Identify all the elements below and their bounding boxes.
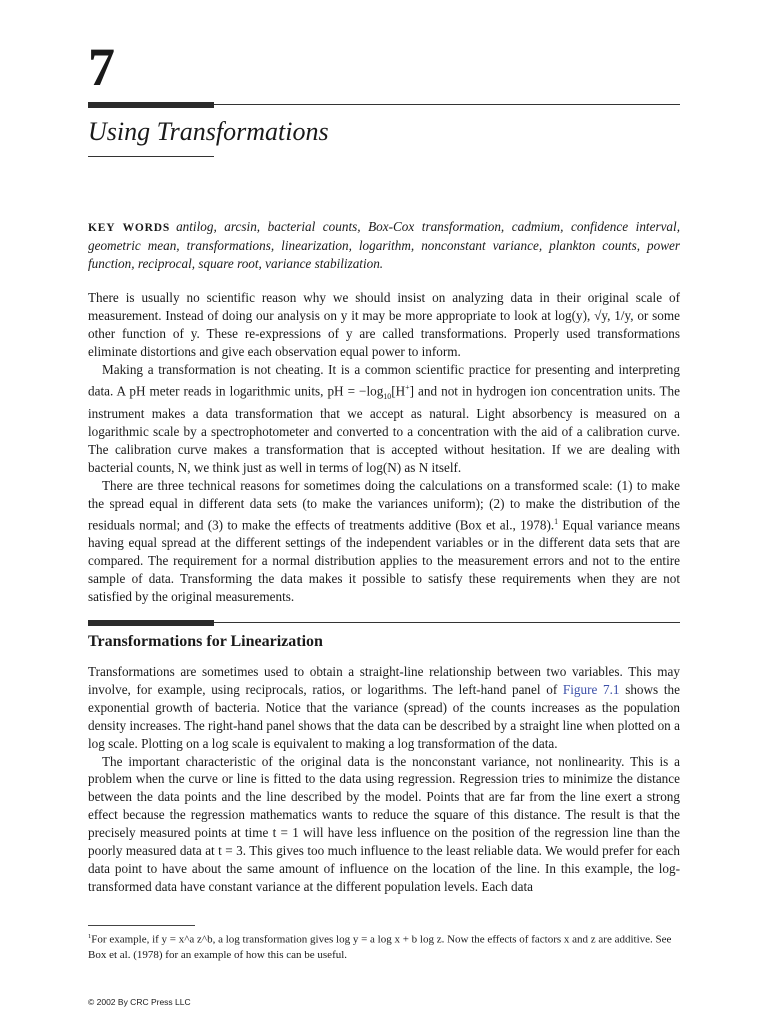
- paragraph: Transformations are sometimes used to obtain a straight-line relationship between two variables. This may involve, for example, using reciprocals, ratios, or logarithms. The left-hand panel of Figure 7.1 shows the exponential growth of bacteria. Notice that the variance (spread) of the counts increases as the population density increases. The right-hand panel shows that the data can be described by a straight line when plotted on a log scale. Plotting on a log scale is equivalent to making a log transformation of the data.: [88, 664, 680, 751]
- keywords-text: antilog, arcsin, bacterial counts, Box-Cox transformation, cadmium, confidence interval, geometric mean, transformations, linearization, logarithm, nonconstant variance, plankton counts, power function, reciprocal, square root, variance stabilization.: [88, 219, 680, 271]
- footnote-marker: 1: [88, 933, 92, 940]
- keywords-label: KEY WORDS: [88, 222, 171, 234]
- footnote-ref[interactable]: 1: [554, 516, 559, 526]
- paragraph: The important characteristic of the original data is the nonconstant variance, not nonlinearity. This is a problem when the curve or line is fitted to the data using regression. Regression tries to minimize the distance between the data points and the line described by the model. Points that are far from the line exert a strong effect because the regression mathematics wants to reduce the square of this distance. The result is that the precisely measured points at time t = 1 will have less influence on the position of the regression line than the poorly measured data at t = 3. This gives too much influence to the least reliable data. We would prefer for each data point to have about the same amount of influence on the location of the line. In this example, the log-transformed data have constant variance at the different population levels. Each data: [88, 753, 680, 894]
- section-heading: Transformations for Linearization: [88, 633, 323, 650]
- chapter-title: Using Transformations: [88, 117, 329, 146]
- figure-link[interactable]: Figure 7.1: [562, 681, 620, 697]
- footnote-rule: [88, 925, 195, 926]
- section-rule-accent: [88, 620, 214, 626]
- intro-section: [88, 289, 680, 606]
- chapter-number: 7: [88, 37, 115, 97]
- paragraph: There are three technical reasons for sometimes doing the calculations on a transformed scale: (1) to make the spread equal in different data sets (to make the variances uniform); (2) to make the distribution of the residuals normal; and (3) to make the effects of treatments additive (Box et al., 1978).$^1$ Equal variance means having equal spread at the different settings of the independent variables or in the different data sets that are compared. The requirement for a normal distribution applies to the measurement errors and not to the entire sample of data. Transforming the data makes it possible to satisfy these requirements when they are not satisfied by the original measurements.: [88, 478, 680, 604]
- keywords-block: [88, 218, 680, 273]
- linearization-section: [88, 663, 680, 896]
- copyright: © 2002 By CRC Press LLC: [88, 997, 191, 1007]
- footnote: [88, 929, 680, 963]
- paragraph: There is usually no scientific reason why we should insist on analyzing data in their original scale of measurement. Instead of doing our analysis on y it may be more appropriate to look at log(y), √y, 1/y, or some other function of y. These re-expressions of y are called transformations. Properly used transformations eliminate distortions and give each observation equal power to inform.: [88, 290, 680, 359]
- footnote-text: For example, if y = x^a z^b, a log transformation gives log y = a log x + b log z. Now the effects of factors x and z are additive. See Box et al. (1978) for an example of how this can be useful.: [88, 933, 672, 961]
- title-underline: [88, 156, 214, 157]
- paragraph: Making a transformation is not cheating. It is a common scientific practice for presenting and interpreting data. A pH meter reads in logarithmic units, pH = $-\log_{10}[H^+]$ and not in hydrogen ion concentration units. The instrument makes a data transformation that we accept as natural. Light absorbency is measured on a logarithmic scale by a spectrophotometer and converted to a concentration with the aid of a calibration curve. The calibration curve makes a transformation that is accepted without hesitation. If we are dealing with bacterial counts, N, we think just as well in terms of log(N) as N itself.: [88, 361, 680, 476]
- chapter-rule-accent: [88, 102, 214, 108]
